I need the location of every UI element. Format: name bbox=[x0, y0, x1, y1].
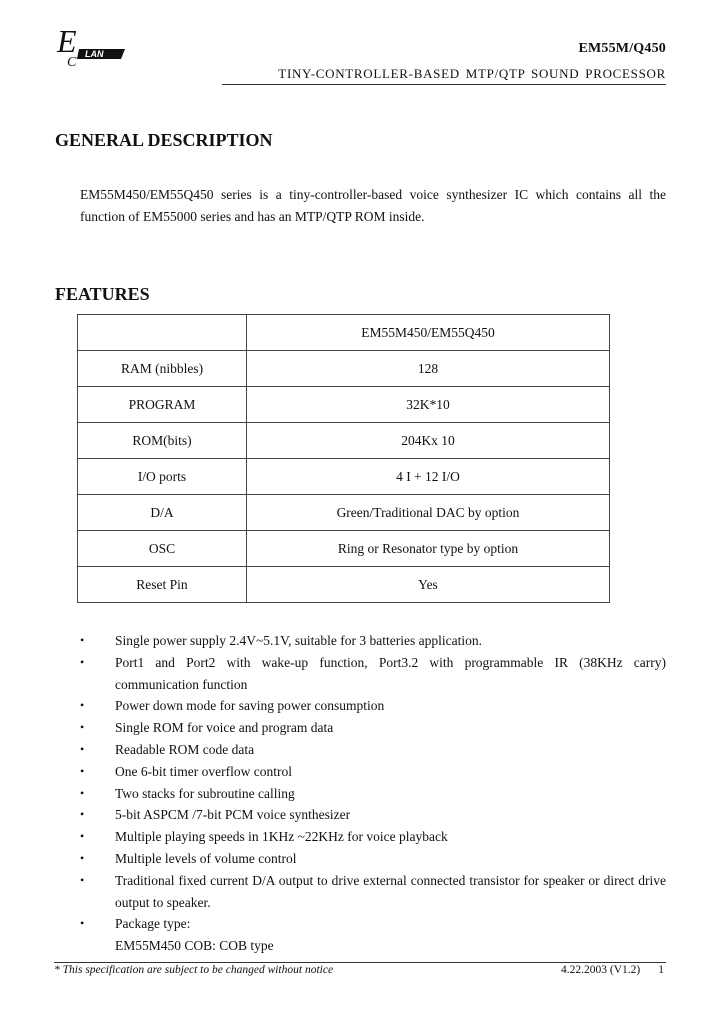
general-description-text: EM55M450/EM55Q450 series is a tiny-controller-based voice synthesizer IC which contains all the function of EM55000 series and has an MTP/QTP ROM inside. bbox=[80, 187, 666, 224]
list-item bbox=[80, 913, 666, 957]
feature-list bbox=[80, 630, 666, 957]
features-table bbox=[77, 314, 610, 603]
list-item-text: Single power supply 2.4V~5.1V, suitable for 3 batteries application. bbox=[115, 633, 482, 648]
bullet-icon: • bbox=[80, 785, 85, 800]
table-cell bbox=[78, 315, 247, 351]
list-item-text: Single ROM for voice and program data bbox=[115, 720, 334, 736]
table-row bbox=[78, 387, 610, 423]
bullet-icon: • bbox=[80, 763, 85, 778]
list-item bbox=[80, 630, 666, 652]
bullet-icon: • bbox=[80, 829, 85, 844]
table-row bbox=[78, 567, 610, 603]
bullet-icon: • bbox=[80, 633, 85, 647]
table-cell: 4 I + 12 I/O bbox=[247, 459, 610, 495]
bullet-icon: • bbox=[80, 872, 85, 887]
list-item bbox=[80, 695, 666, 717]
table-cell: ROM(bits) bbox=[78, 423, 247, 459]
list-item bbox=[80, 739, 666, 761]
list-item-text: Readable ROM code data bbox=[115, 741, 255, 757]
list-item bbox=[80, 870, 666, 914]
list-item-text: One 6-bit timer overflow control bbox=[115, 763, 292, 779]
elan-logo bbox=[55, 22, 127, 72]
bullet-icon: • bbox=[80, 807, 85, 822]
bullet-icon: • bbox=[80, 654, 85, 669]
bullet-icon: • bbox=[80, 850, 85, 865]
table-cell: I/O ports bbox=[78, 459, 247, 495]
table-cell: OSC bbox=[78, 531, 247, 567]
list-item-text: Power down mode for saving power consumption bbox=[115, 698, 385, 714]
table-cell: 32K*10 bbox=[247, 387, 610, 423]
table-cell: Reset Pin bbox=[78, 567, 247, 603]
table-row bbox=[78, 495, 610, 531]
table-cell: Green/Traditional DAC by option bbox=[247, 495, 610, 531]
table-cell: PROGRAM bbox=[78, 387, 247, 423]
svg-text:LAN: LAN bbox=[85, 49, 104, 59]
bullet-icon: • bbox=[80, 741, 85, 756]
list-item-text: Multiple playing speeds in 1KHz ~22KHz for voice playback bbox=[115, 829, 448, 845]
footer-date: 4.22.2003 (V1.2) bbox=[561, 964, 641, 976]
table-cell: EM55M450/EM55Q450 bbox=[247, 315, 610, 351]
part-number: EM55M/Q450 bbox=[578, 41, 666, 56]
list-item-text: Two stacks for subroutine calling bbox=[115, 785, 295, 801]
bullet-icon: • bbox=[80, 720, 85, 735]
list-item bbox=[80, 826, 666, 848]
list-item bbox=[80, 717, 666, 739]
table-cell: Ring or Resonator type by option bbox=[247, 531, 610, 567]
table-header-row bbox=[78, 315, 610, 351]
page-number: 1 bbox=[658, 964, 664, 976]
list-item-text: Multiple levels of volume control bbox=[115, 850, 297, 866]
table-cell: 128 bbox=[247, 351, 610, 387]
table-row bbox=[78, 531, 610, 567]
table-row bbox=[78, 351, 610, 387]
footer-rule bbox=[54, 962, 666, 963]
table-row bbox=[78, 459, 610, 495]
list-item-text: Package type: bbox=[115, 916, 191, 932]
bullet-icon: • bbox=[80, 698, 85, 713]
list-item bbox=[80, 652, 666, 696]
footer-note: * This specification are subject to be changed without notice bbox=[54, 964, 334, 976]
table-cell: 204Kx 10 bbox=[247, 423, 610, 459]
table-row bbox=[78, 423, 610, 459]
svg-text:E: E bbox=[57, 23, 77, 59]
document-subtitle: TINY-CONTROLLER-BASED MTP/QTP SOUND PROCESSOR bbox=[278, 66, 666, 81]
table-cell: RAM (nibbles) bbox=[78, 351, 247, 387]
header-rule bbox=[222, 84, 666, 85]
footer-info bbox=[561, 964, 664, 976]
package-type-line: EM55M450 COB: COB type bbox=[115, 938, 274, 954]
list-item bbox=[80, 848, 666, 870]
bullet-icon: • bbox=[80, 916, 85, 931]
list-item-text: Port1 and Port2 with wake-up function, Port3.2 with programmable IR (38KHz carry) communication function bbox=[115, 654, 666, 692]
list-item-text: 5-bit ASPCM /7-bit PCM voice synthesizer bbox=[115, 807, 351, 823]
features-heading: FEATURES bbox=[55, 284, 150, 304]
list-item bbox=[80, 804, 666, 826]
svg-text:C: C bbox=[67, 55, 77, 70]
table-cell: D/A bbox=[78, 495, 247, 531]
general-description-heading: GENERAL DESCRIPTION bbox=[55, 130, 273, 150]
table-cell: Yes bbox=[247, 567, 610, 603]
list-item bbox=[80, 761, 666, 783]
list-item bbox=[80, 783, 666, 805]
list-item-text: Traditional fixed current D/A output to drive external connected transistor for speaker or direct drive output to speaker. bbox=[115, 872, 666, 910]
